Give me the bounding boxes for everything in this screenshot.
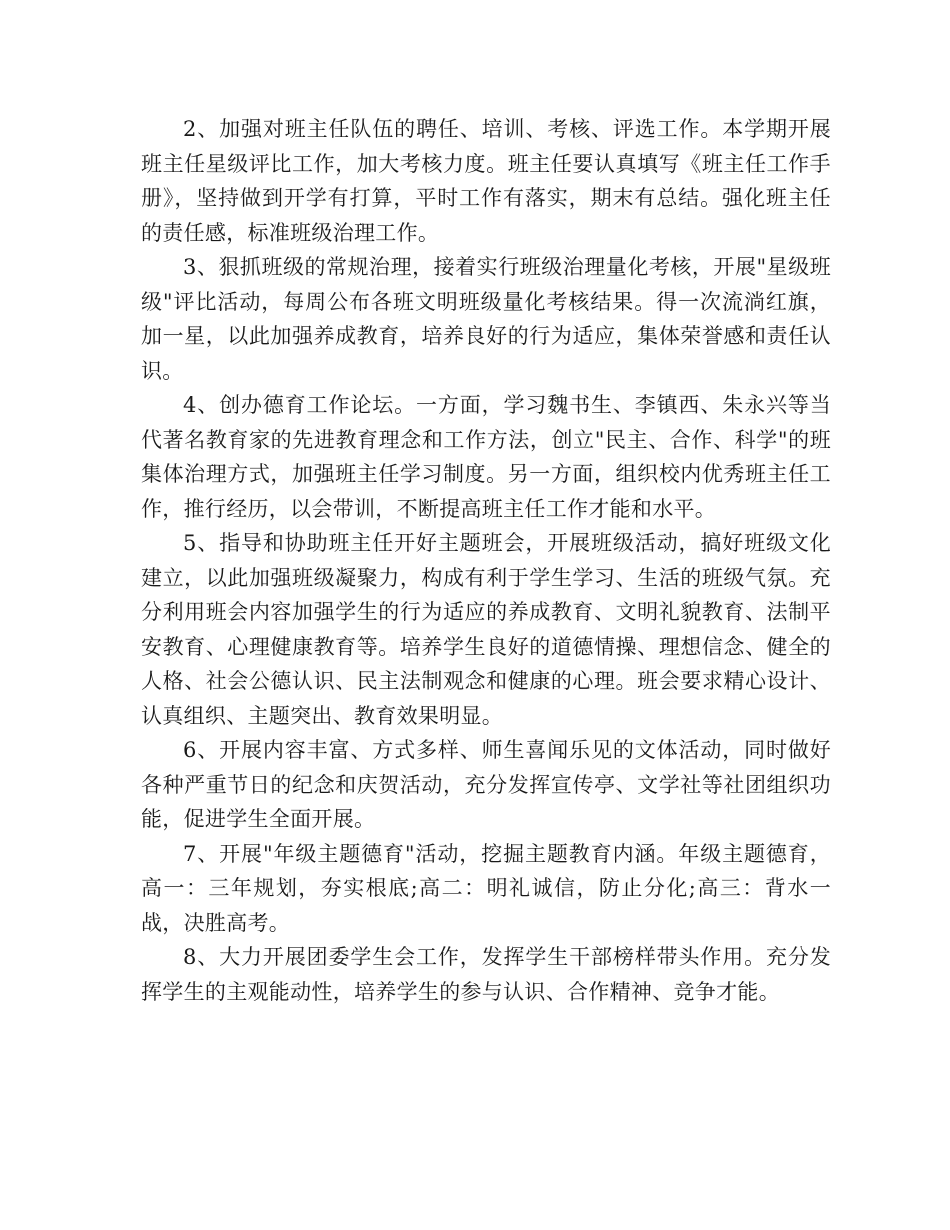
paragraph-item-2: 2、加强对班主任队伍的聘任、培训、考核、评选工作。本学期开展班主任星级评比工作，加大考核力度。班主任要认真填写《班主任工作手册》，坚持做到开学有打算，平时工作有落实，期末有总结。强化班主任的责任感，标准班级治理工作。 (141, 117, 831, 245)
paragraph-item-5: 5、指导和协助班主任开好主题班会，开展班级活动，搞好班级文化建立，以此加强班级凝聚力，构成有利于学生学习、生活的班级气氛。充分利用班会内容加强学生的行为适应的养成教育、文明礼貌教育、法制平安教育、心理健康教育等。培养学生良好的道德情操、理想信念、健全的人格、社会公德认识、民主法制观念和健康的心理。班会要求精心设计、认真组织、主题突出、教育效果明显。 (141, 531, 831, 728)
paragraph-item-4: 4、创办德育工作论坛。一方面，学习魏书生、李镇西、朱永兴等当代著名教育家的先进教育理念和工作方法，创立"民主、合作、科学"的班集体治理方式，加强班主任学习制度。另一方面，组织校内优秀班主任工作，推行经历，以会带训，不断提高班主任工作才能和水平。 (141, 393, 831, 521)
paragraph-item-3: 3、狠抓班级的常规治理，接着实行班级治理量化考核，开展"星级班级"评比活动，每周公布各班文明班级量化考核结果。得一次流淌红旗，加一星，以此加强养成教育，培养良好的行为适应，集体荣誉感和责任认识。 (141, 255, 831, 383)
paragraph-item-7: 7、开展"年级主题德育"活动，挖掘主题教育内涵。年级主题德育，高一：三年规划，夯实根底;高二：明礼诚信，防止分化;高三：背水一战，决胜高考。 (141, 841, 831, 935)
document-body (141, 112, 831, 1009)
paragraph-item-6: 6、开展内容丰富、方式多样、师生喜闻乐见的文体活动，同时做好各种严重节日的纪念和庆贺活动，充分发挥宣传亭、文学社等社团组织功能，促进学生全面开展。 (141, 738, 831, 831)
paragraph-item-8: 8、大力开展团委学生会工作，发挥学生干部榜样带头作用。充分发挥学生的主观能动性，培养学生的参与认识、合作精神、竞争才能。 (141, 945, 831, 1004)
